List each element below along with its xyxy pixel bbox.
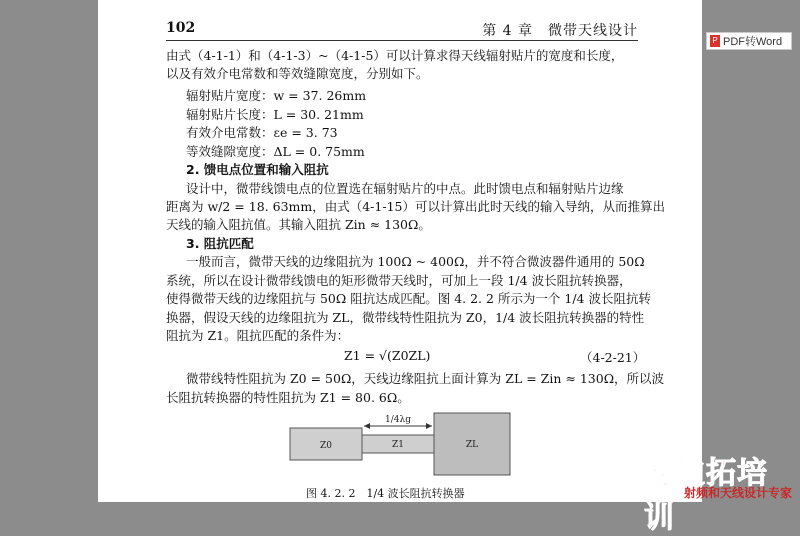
text-line: 以及有效介电常数和等效缝隙宽度，分别如下。 xyxy=(166,66,429,81)
pdf-to-word-label: PDF转Word xyxy=(723,36,783,48)
equation-number: （4-2-21） xyxy=(580,350,646,365)
text-line: 阻抗为 Z1。阻抗匹配的条件为： xyxy=(166,328,350,343)
page-number: 102 xyxy=(166,20,196,36)
pdf-to-word-button[interactable] xyxy=(706,32,792,50)
dimension-arrow-right xyxy=(426,423,432,429)
text-line: 微带线特性阻抗为 Z0 = 50Ω，天线边缘阻抗上面计算为 ZL = Zin ≈ 130Ω，所以波 xyxy=(186,371,665,386)
document-page xyxy=(98,0,702,502)
zl-label: ZL xyxy=(465,440,479,450)
section-heading: 3. 阻抗匹配 xyxy=(186,236,254,251)
dimension-arrow-left xyxy=(364,423,370,429)
watermark-tagline: 射频和天线设计专家 xyxy=(683,486,792,500)
pdf-icon: P xyxy=(710,35,720,47)
text-line: 设计中，微带线馈电点的位置选在辐射贴片的中点。此时馈电点和辐射贴片边缘 xyxy=(186,181,624,196)
text-line: 辐射贴片长度：L = 30. 21mm xyxy=(186,107,364,122)
text-line: 距离为 w/2 = 18. 63mm，由式（4-1-15）可以计算出此时天线的输入导纳，从而推算出 xyxy=(166,199,665,214)
watermark xyxy=(644,448,800,535)
text-line: 一般而言，微带天线的边缘阻抗为 100Ω ~ 400Ω，并不符合微波器件通用的 50Ω xyxy=(186,254,645,269)
text-line: 天线的输入阻抗值。其输入阻抗 Zin ≈ 130Ω。 xyxy=(166,217,431,232)
impedance-transformer-figure xyxy=(98,0,702,502)
z1-label: Z1 xyxy=(392,440,404,450)
text-line: 换器，假设天线的边缘阻抗为 ZL，微带线特性阻抗为 Z0，1/4 波长阻抗转换器的特性 xyxy=(166,310,645,325)
watermark-brand: 易迪拓培训 xyxy=(644,456,768,535)
text-line: 由式（4-1-1）和（4-1-3）~（4-1-5）可以计算求得天线辐射贴片的宽度和长度， xyxy=(166,48,624,63)
text-line: 有效介电常数：εe = 3. 73 xyxy=(186,125,338,140)
figure-caption: 图 4. 2. 2 1/4 波长阻抗转换器 xyxy=(306,487,465,500)
text-line: 系统，所以在设计微带线馈电的矩形微带天线时，可加上一段 1/4 波长阻抗转换器， xyxy=(166,273,632,288)
text-line: 长阻抗转换器的特性阻抗为 Z1 = 80. 6Ω。 xyxy=(166,390,410,405)
text-line: 使得微带天线的边缘阻抗与 50Ω 阻抗达成匹配。图 4. 2. 2 所示为一个 1/4 波长阻抗转 xyxy=(166,291,651,306)
z0-label: Z0 xyxy=(320,441,332,451)
quarter-wave-label: 1/4λg xyxy=(385,415,411,425)
equation: Z1 = √(Z0ZL) xyxy=(344,348,431,363)
text-line: 等效缝隙宽度：ΔL = 0. 75mm xyxy=(186,144,365,159)
section-heading: 2. 馈电点位置和输入阻抗 xyxy=(186,162,329,177)
text-line: 辐射贴片宽度：w = 37. 26mm xyxy=(186,88,367,103)
chapter-title: 第 4 章 微带天线设计 xyxy=(482,23,638,39)
